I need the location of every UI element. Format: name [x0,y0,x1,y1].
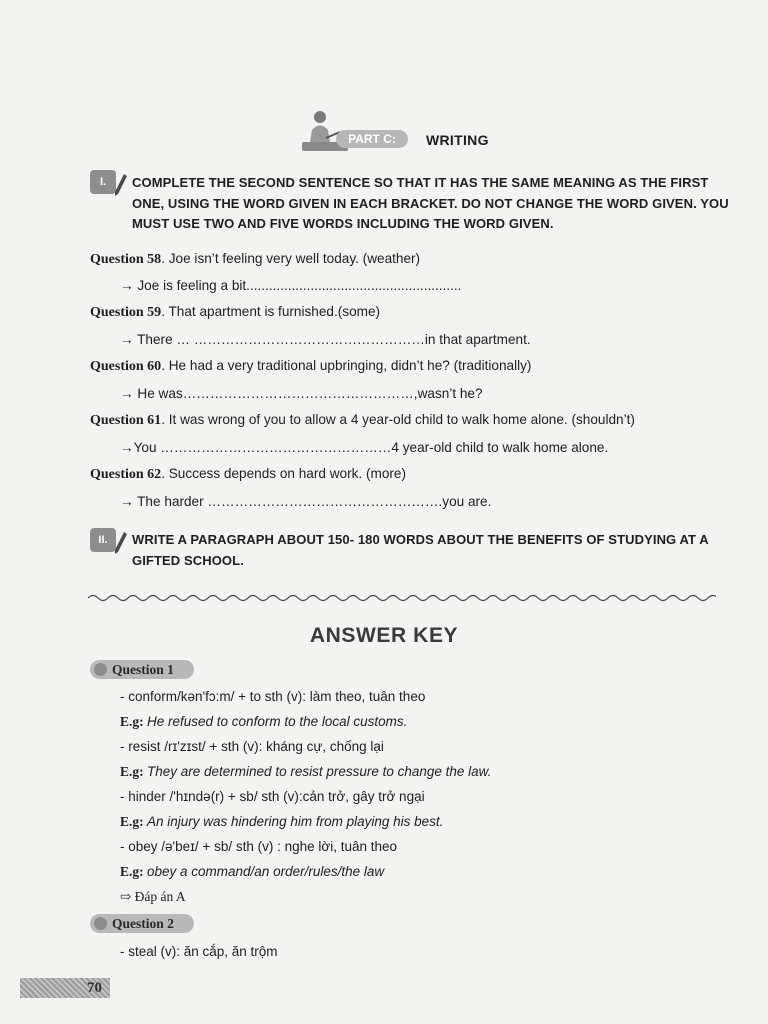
note-line: - steal (v): ăn cắp, ăn trộm [120,944,278,959]
note-line: - conform/kən'fɔ:m/ + to sth (v): làm theo, tuân theo [120,689,426,704]
pencil-icon [114,172,128,198]
section-1-icon: I. [90,168,128,200]
section-2-icon: II. [90,526,128,558]
question-62: Question 62. Success depends on hard work. (more) [90,466,406,482]
part-title: WRITING [426,132,489,148]
question-1-notes [120,688,491,913]
answer-line-58: → Joe is feeling a bit......................................................... [120,278,462,293]
section-2-instructions: WRITE A PARAGRAPH ABOUT 150- 180 WORDS ABOUT THE BENEFITS OF STUDYING AT A GIFTED SCHOOL. [132,532,709,568]
question-1-tag: Question 1 [90,660,194,679]
section-1-instructions: COMPLETE THE SECOND SENTENCE SO THAT IT HAS THE SAME MEANING AS THE FIRST ONE, USING THE WORD GIVEN IN EACH BRACKET. DO NOT CHANGE THE WORD GIVEN. YOU MUST USE TWO AND FIVE WORDS INCLUDING THE WORD GIVEN. [132,175,729,231]
example-line: E.g: An injury was hindering him from playing his best. [120,814,444,829]
note-line: - resist /rɪ'zɪst/ + sth (v): kháng cự, chống lại [120,739,384,754]
question-60: Question 60. He had a very traditional upbringing, didn’t he? (traditionally) [90,358,532,374]
answer-key-title: ANSWER KEY [309,624,459,647]
part-header [300,108,540,156]
page-number: 70 [20,978,110,998]
answer-line-59: → There … ……………………………………………in that apartment. [120,332,531,347]
question-61: Question 61. It was wrong of you to allow a 4 year-old child to walk home alone. (shouldn’t) [90,412,635,428]
note-line: - obey /ə'beɪ/ + sb/ sth (v) : nghe lời, tuân theo [120,839,398,854]
question-2-tag: Question 2 [90,914,194,933]
pencil-icon [114,530,128,556]
final-answer: ⇨ Đáp án A [120,889,186,904]
part-badge: PART C: [336,130,408,148]
wavy-divider [88,592,716,604]
answer-line-60: → He was……………………………………………,wasn’t he? [120,386,483,401]
example-line: E.g: They are determined to resist pressure to change the law. [120,764,492,779]
question-59: Question 59. That apartment is furnished.(some) [90,304,381,320]
note-line: - hinder /'hɪndə(r) + sb/ sth (v):cản trở, gây trở ngại [120,789,425,804]
answer-line-62: → The harder …………………………………………….you are. [120,494,492,509]
example-line: E.g: He refused to conform to the local customs. [120,714,408,729]
example-line: E.g: obey a command/an order/rules/the law [120,864,385,879]
answer-line-61: →You ……………………………………………4 year-old child to walk home alone. [120,440,609,455]
question-58: Question 58. Joe isn’t feeling very well today. (weather) [90,251,421,267]
